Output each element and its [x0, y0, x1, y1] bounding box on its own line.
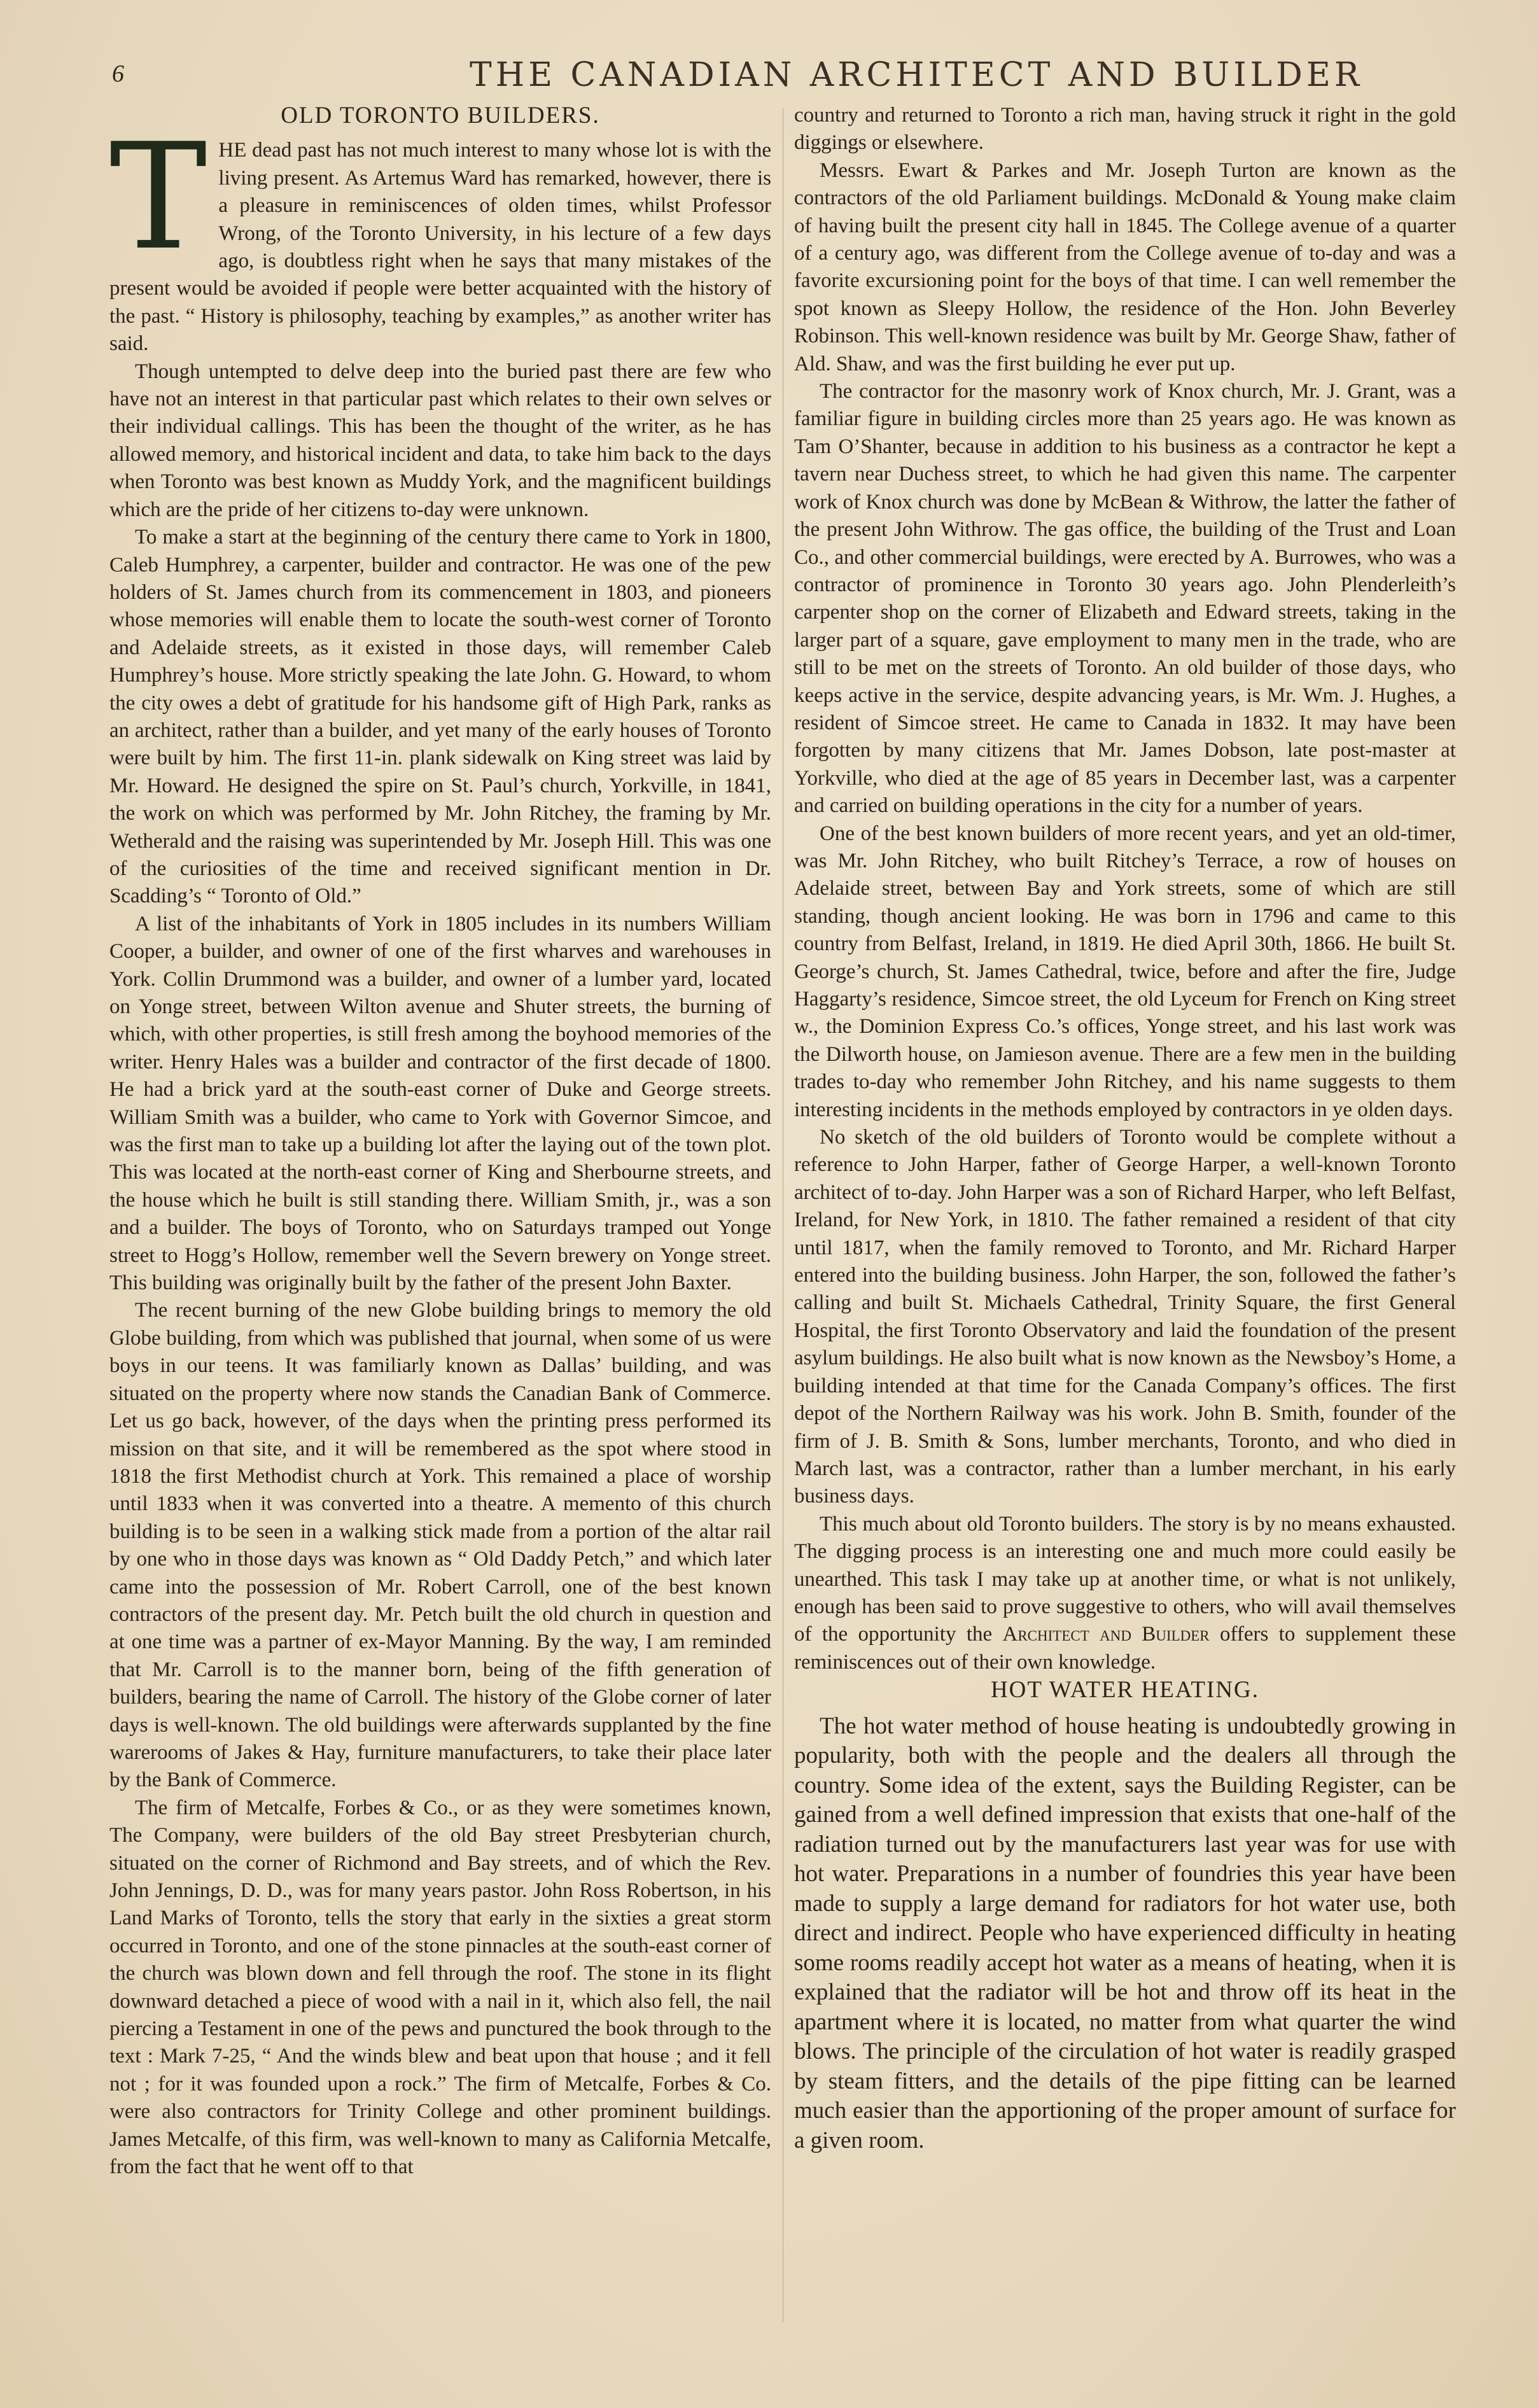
right-column [794, 102, 1456, 2367]
article-paragraph: This much about old Toronto builders. The story is by no means exhausted. The digging process is an interesting one and much more could easily be unearthed. This task I may take up at another time, or what is not unlikely, enough has been said to prove suggestive to others, who will avail themselves of the opportunity the Architect and Builder offers to supplement these reminiscences out of their own knowledge. [794, 1512, 1456, 1674]
article-paragraph: A list of the inhabitants of York in 1805 includes in its numbers William Cooper, a builder, and owner of one of the first wharves and warehouses in York. Collin Drummond was a builder, and owner of a lumber yard, located on Yonge street, between Wilton avenue and Shuter streets, the burning of which, with other properties, is still fresh among the boyhood memories of the writer. Henry Hales was a builder and contractor of the first decade of 1800. He had a brick yard at the south-east corner of Duke and George streets. William Smith was a builder, who came to York with Governor Simcoe, and was the first man to take up a building lot after the laying out of the town plot. This was located at the north-east corner of King and Sherbourne streets, and the house which he built is still standing there. William Smith, jr., was a son and a builder. The boys of Toronto, who on Saturdays tramped out Yonge street to Hogg’s Hollow, remember well the Severn brewery on Yonge street. This building was originally built by the father of the present John Baxter. [109, 912, 771, 1295]
left-column [109, 102, 771, 2367]
article-paragraph: The recent burning of the new Globe building brings to memory the old Globe building, from which was published that journal, when some of us were boys in our teens. It was familiarly known as Dallas’ building, and was situated on the property where now stands the Canadian Bank of Commerce. Let us go back, however, of the days when the printing press performed its mission on that site, and it will be remembered as the spot where stood in 1818 the first Methodist church at York. This remained a place of worship until 1833 when it was converted into a theatre. A memento of this church building is to be seen in a walking stick made from a portion of the altar rail by one who in those days was known as “ Old Daddy Petch,” and which later came into the possession of Mr. Robert Carroll, one of the best known contractors of the present day. Mr. Petch built the old church in question and at one time was a partner of ex-Mayor Manning. By the way, I am reminded that Mr. Carroll is to the manner born, being of the fifth generation of builders, bearing the name of Carroll. The history of the Globe corner of later days is well-known. The old buildings were afterwards supplanted by the fine warerooms of Jakes & Hay, furniture manufacturers, to take their place later by the Bank of Commerce. [109, 1299, 771, 1792]
article-title-hot-water-heating: HOT WATER HEATING. [990, 1677, 1260, 1704]
article-paragraph: One of the best known builders of more recent years, and yet an old-timer, was Mr. John Ritchey, who built Ritchey’s Terrace, a row of houses on Adelaide street, between Bay and York streets, some of which are still standing, though ancient looking. He was born in 1796 and came to this country from Belfast, Ireland, in 1819. He died April 30th, 1866. He built St. George’s church, St. James Cathedral, twice, before and after the fire, Judge Haggarty’s residence, Simcoe street, the old Lyceum for French on King street w., the Dominion Express Co.’s offices, Yonge street, and his last work was the Dilworth house, on Jamieson avenue. There are a few men in the building trades to-day who remember John Ritchey, and his name suggests to them interesting incidents in the methods employed by contractors in ye olden days. [794, 822, 1456, 1121]
article-paragraph: The contractor for the masonry work of Knox church, Mr. J. Grant, was a familiar figure in building circles more than 25 years ago. He was known as Tam O’Shanter, because in addition to his business as a contractor he kept a tavern near Duchess street, to which he had given this name. The carpenter work of Knox church was done by McBean & Withrow, the latter the father of the present John Withrow. The gas office, the building of the Trust and Loan Co., and other commercial buildings, were erected by A. Burrowes, who was a contractor of prominence in Toronto 30 years ago. John Plenderleith’s carpenter shop on the corner of Elizabeth and Edward streets, taking in the larger part of a square, gave employment to many men in the trade, who are still to be met on the streets of Toronto. An old builder of those days, who keeps active in the service, despite advancing years, is Mr. Wm. J. Hughes, a resident of Simcoe street. He came to Canada in 1832. It may have been forgotten by many citizens that Mr. James Dobson, late post-master at Yorkville, who died at the age of 85 years in December last, was a carpenter and carried on building operations in the city for a number of years. [794, 380, 1456, 818]
article-paragraph: To make a start at the beginning of the century there came to York in 1800, Caleb Humphrey, a carpenter, builder and contractor. He was one of the pew holders of St. James church from its commencement in 1803, and pioneers whose memories will enable them to locate the south-west corner of Toronto and Adelaide streets, as it existed in those days, will remember Caleb Humphrey’s house. More strictly speaking the late John. G. Howard, to whom the city owes a debt of gratitude for his handsome gift of High Park, ranks as an architect, rather than a builder, and yet many of the early houses of Toronto were built by him. The first 11-in. plank sidewalk on King street was laid by Mr. Howard. He designed the spire on St. Paul’s church, Yorkville, in 1841, the work on which was performed by Mr. John Ritchey, the framing by Mr. Wetherald and the raising was superintended by Mr. Joseph Hill. This was one of the curiosities of the time and received significant mention in Dr. Scadding’s “ Toronto of Old.” [109, 526, 771, 908]
article-paragraph: The hot water method of house heating is undoubtedly growing in popularity, both with the people and the dealers all through the country. Some idea of the extent, says the Building Register, can be gained from a well defined impression that exists that one-half of the radiation turned out by the manufacturers last year was for use with hot water. Preparations in a number of foundries this year have been made to supply a large demand for radiators for hot water use, both direct and indirect. People who have experienced difficulty in heating some rooms readily accept hot water as a means of heating, when it is explained that the radiator will be hot and throw off its heat in the apartment where it is located, no matter from what quarter the wind blows. The principle of the circulation of hot water is readily grasped by steam fitters, and the details of the pipe fitting can be learned much easier than the apportioning of the proper amount of surface for a given room. [794, 1712, 1456, 2153]
article-paragraph: Though untempted to delve deep into the buried past there are few who have not an interest in that particular past which relates to their own selves or their individual callings. This has been the thought of the writer, as he has allowed memory, and historical incident and data, to take him back to the days when Toronto was best known as Muddy York, and the magnificent buildings which are the pride of her citizens to-day were unknown. [109, 360, 771, 521]
article-paragraph: THE dead past has not much interest to many whose lot is with the living present. As Artemus Ward has remarked, however, there is a pleasure in reminiscences of olden times, whilst Professor Wrong, of the Toronto University, in his lecture of a few days ago, is doubtless right when he says that many mistakes of the present would be avoided if people were better acquainted with the history of the past. “ History is philosophy, teaching by examples,” as another writer has said. [109, 113, 771, 356]
drop-cap: T [109, 113, 207, 283]
page-header [108, 56, 1476, 101]
publication-name: Architect and Builder [1002, 1623, 1210, 1646]
article-title-old-toronto-builders: OLD TORONTO BUILDERS. [281, 102, 600, 129]
article-paragraph: No sketch of the old builders of Toronto would be complete without a reference to John Harper, father of George Harper, a well-known Toronto architect of to-day. John Harper was a son of Richard Harper, who left Belfast, Ireland, for New York, in 1810. The father remained a resident of that city until 1817, when the family removed to Toronto, and Mr. Richard Harper entered into the building business. John Harper, the son, followed the father’s calling and built St. Michaels Cathedral, Trinity Square, the first General Hospital, the first Toronto Observatory and laid the foundation of the present asylum buildings. He also built what is now known as the Newsboy’s Home, a building intended at that time for the Canada Company’s offices. The first depot of the Northern Railway was his work. John B. Smith, founder of the firm of J. B. Smith & Sons, lumber merchants, Toronto, and who died in March last, was a contractor, rather than a lumber merchant, in his early business days. [794, 1126, 1456, 1508]
article-paragraph-continued: country and returned to Toronto a rich man, having struck it right in the gold diggings or elsewhere. [794, 104, 1456, 155]
hot-water-article [794, 1712, 1456, 2156]
page-number: 6 [112, 60, 124, 87]
article-paragraph: Messrs. Ewart & Parkes and Mr. Joseph Turton are known as the contractors of the old Parliament buildings. McDonald & Young make claim of having built the present city hall in 1845. The College avenue of a quarter of a century ago, was different from the College avenue of to-day and was a favorite excursioning point for the boys of that time. I can well remember the spot known as Sleepy Hollow, the residence of the Hon. John Beverley Robinson. This well-known residence was built by Mr. George Shaw, father of Ald. Shaw, and was the first building he ever put up. [794, 158, 1456, 375]
masthead-title: THE CANADIAN ARCHITECT AND BUILDER [470, 56, 1363, 94]
article-paragraph: The firm of Metcalfe, Forbes & Co., or as they were sometimes known, The Company, were builders of the old Bay street Presbyterian church, situated on the corner of Richmond and Bay streets, and of which the Rev. John Jennings, D. D., was for many years pastor. John Ross Robertson, in his Land Marks of Toronto, tells the story that early in the sixties a great storm occurred in Toronto, and one of the stone pinnacles at the south-east corner of the church was blown down and fell through the roof. The stone in its flight downward detached a piece of wood with a nail in it, which also fell, the nail piercing a Testament in one of the pews and punctured the book through to the text : Mark 7-25, “ And the winds blew and beat upon that house ; and it fell not ; for it was founded upon a rock.” The firm of Metcalfe, Forbes & Co. were also contractors for Trinity College and other prominent buildings. James Metcalfe, of this firm, was well-known to many as California Metcalfe, from the fact that he went off to that [109, 1796, 771, 2179]
